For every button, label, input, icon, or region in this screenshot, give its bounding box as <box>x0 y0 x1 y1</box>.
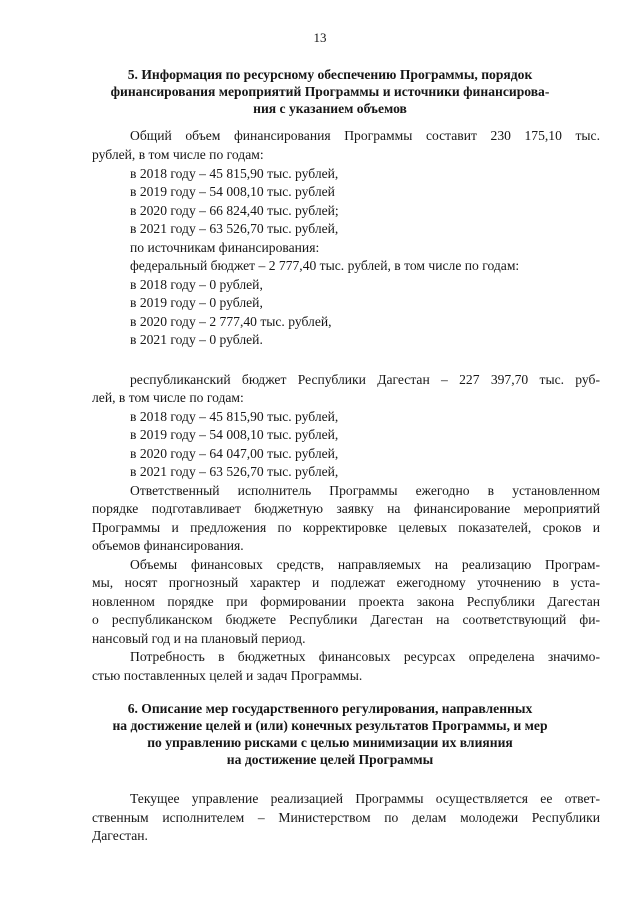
paragraph-line: объемов финансирования. <box>92 538 244 553</box>
paragraph-line: Текущее управление реализацией Программы осуществляется ее ответ- <box>130 791 600 806</box>
list-item: в 2019 году – 54 008,10 тыс. рублей <box>130 184 335 199</box>
paragraph-line: порядке подготавливает бюджетную заявку на финансирование мероприятий <box>92 501 600 516</box>
paragraph-line: Общий объем финансирования Программы составит 230 175,10 тыс. <box>130 128 600 143</box>
list-item: в 2019 году – 54 008,10 тыс. рублей, <box>130 427 339 442</box>
list-item: в 2018 году – 0 рублей, <box>130 277 263 292</box>
paragraph-line: новленном порядке при формировании проекта закона Республики Дагестан <box>92 594 600 609</box>
paragraph-line: мы, носят прогнозный характер и подлежат ежегодному уточнению в уста- <box>92 575 600 590</box>
paragraph-line: республиканский бюджет Республики Дагестан – 227 397,70 тыс. руб- <box>130 372 600 387</box>
paragraph-line: стью поставленных целей и задач Программы. <box>92 668 363 683</box>
paragraph-line: Дагестан. <box>92 828 148 843</box>
paragraph-line: лей, в том числе по годам: <box>92 390 244 405</box>
section-6-heading <box>60 700 600 768</box>
paragraph-line: Ответственный исполнитель Программы ежегодно в установленном <box>130 483 600 498</box>
section-6-title-line: 6. Описание мер государственного регулирования, направленных <box>127 701 533 716</box>
list-item: по источникам финансирования: <box>130 240 320 255</box>
paragraph-line: Программы и предложения по корректировке целевых показателей, сроков и <box>92 520 600 535</box>
list-item: в 2021 году – 0 рублей. <box>130 332 263 347</box>
section-5-title-line: 5. Информация по ресурсному обеспечению Программы, порядок <box>127 67 533 82</box>
paragraph-line: рублей, в том числе по годам: <box>92 147 264 162</box>
list-item: в 2020 году – 64 047,00 тыс. рублей, <box>130 446 339 461</box>
section-6-title-line: на достижение целей и (или) конечных результатов Программы, и мер <box>112 718 548 733</box>
list-item: в 2019 году – 0 рублей, <box>130 295 263 310</box>
list-item: в 2021 году – 63 526,70 тыс. рублей, <box>130 464 339 479</box>
section-5-heading <box>60 66 600 117</box>
paragraph-line: ственным исполнителем – Министерством по делам молодежи Республики <box>92 810 600 825</box>
paragraph-line: о республиканском бюджете Республики Дагестан на соответствующий фи- <box>92 612 600 627</box>
list-item: в 2020 году – 66 824,40 тыс. рублей; <box>130 203 339 218</box>
section-5-title-line: ния с указанием объемов <box>253 101 407 116</box>
section-6-title-line: по управлению рисками с целью минимизации их влияния <box>147 735 513 750</box>
paragraph-line: Потребность в бюджетных финансовых ресурсах определена значимо- <box>130 649 600 664</box>
section-5-title-line: финансирования мероприятий Программы и источники финансирова- <box>110 84 550 99</box>
list-item: федеральный бюджет – 2 777,40 тыс. рублей, в том числе по годам: <box>130 258 520 273</box>
page-number: 13 <box>313 30 327 45</box>
list-item: в 2021 году – 63 526,70 тыс. рублей, <box>130 221 339 236</box>
section-6-title-line: на достижение целей Программы <box>226 752 434 767</box>
list-item: в 2020 году – 2 777,40 тыс. рублей, <box>130 314 332 329</box>
paragraph-line: Объемы финансовых средств, направляемых на реализацию Програм- <box>130 557 600 572</box>
paragraph-line: нансовый год и на плановый период. <box>92 631 306 646</box>
list-item: в 2018 году – 45 815,90 тыс. рублей, <box>130 166 339 181</box>
list-item: в 2018 году – 45 815,90 тыс. рублей, <box>130 409 339 424</box>
